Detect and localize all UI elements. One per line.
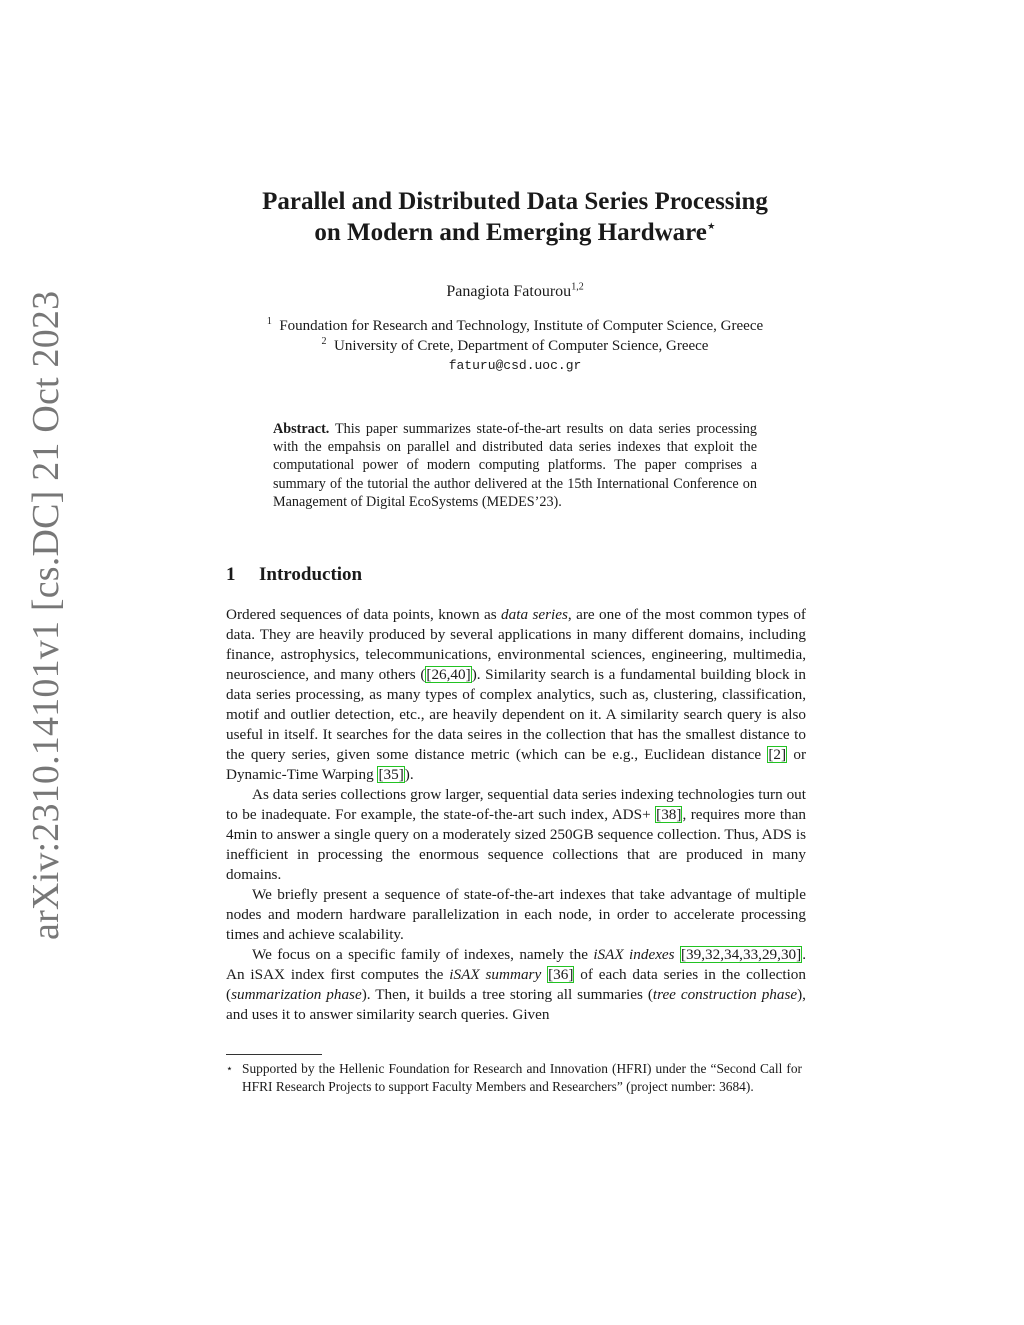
arxiv-identifier: arXiv:2310.14101v1 [cs.DC] 21 Oct 2023 — [25, 290, 67, 940]
section-number: 1 — [226, 564, 236, 585]
paragraph-text: . An iSAX index first computes the — [226, 946, 806, 983]
paragraph-1 — [226, 605, 806, 785]
footnote-mark: ⋆ — [226, 1063, 233, 1075]
paragraph-2 — [226, 785, 806, 885]
abstract-label: Abstract. — [273, 421, 330, 437]
citation-link[interactable]: [2] — [768, 746, 787, 763]
paragraph-4 — [226, 945, 806, 1025]
author-name: Panagiota Fatourou — [446, 283, 572, 300]
paragraph-text: We focus on a specific family of indexes, namely the — [252, 946, 594, 963]
title-line-2 — [180, 217, 850, 248]
affiliation-2-mark: 2 — [321, 336, 327, 347]
paragraph-text: of each data series in the collection ( — [226, 966, 806, 1003]
section-body — [226, 605, 806, 1025]
citation-link[interactable]: [35] — [378, 766, 404, 783]
affiliation-1-mark: 1 — [266, 316, 272, 327]
citation-link[interactable]: [39,32,34,33,29,30] — [680, 946, 802, 963]
paragraph-text: ). Similarity search is a fundamental building block in data series processing, as many types of complex analytics, such as, clustering, classification, motif and outlier detection, etc., are heavily dependent on it. A similarity search query is also useful in itself. It searches for the data seires in the collection that has the smallest distance to the query series, given some distance metric (which can be e.g., Euclidean distance — [226, 666, 806, 763]
title-line-1: Parallel and Distributed Data Series Processing — [262, 188, 768, 215]
abstract — [273, 420, 757, 511]
paragraph-text: , are one of the most common types of data. They are heavily produced by several applications in many different domains, including finance, astrophysics, telecommunications, environmental sciences, engineering, multimedia, neuroscience, and many others ( — [226, 606, 806, 683]
author-affil-marks: 1,2 — [571, 281, 584, 293]
emphasis: summarization phase — [231, 986, 362, 1003]
arxiv-side-stamp — [16, 290, 76, 940]
emphasis: tree construction phase — [652, 986, 798, 1003]
paragraph-text: ). — [404, 766, 414, 783]
author-email[interactable]: faturu@csd.uoc.gr — [448, 358, 582, 373]
section-heading — [226, 564, 362, 586]
footnote — [226, 1060, 806, 1096]
citation-link[interactable]: [36] — [548, 966, 574, 983]
footnote-text: Supported by the Hellenic Foundation for Research and Innovation (HFRI) under the “Second Call for HFRI Research Projects to support Faculty Members and Researchers” (project number: 3684). — [242, 1061, 802, 1094]
citation-link[interactable]: [38] — [656, 806, 682, 823]
emphasis: iSAX summary — [449, 966, 542, 983]
paragraph-text: As data series collections grow larger, sequential data series indexing technologies turn out to be inadequate. For example, the state-of-the-art such index, ADS+ — [226, 786, 806, 823]
paragraph-text: ). Then, it builds a tree storing all summaries ( — [361, 986, 653, 1003]
paper-title — [180, 186, 850, 248]
paragraph-text: , requires more than 4min to answer a single query on a moderately sized 250GB sequence collection. Thus, ADS is inefficient in processing the enormous sequence collections that are produced in many domains. — [226, 806, 806, 883]
affiliation-2-text: University of Crete, Department of Computer Science, Greece — [334, 338, 709, 354]
paragraph-3: We briefly present a sequence of state-of-the-art indexes that take advantage of multiple nodes and modern hardware parallelization in each node, in order to accelerate processing times and achieve scalability. — [226, 886, 806, 943]
affiliation-1-text: Foundation for Research and Technology, Institute of Computer Science, Greece — [279, 318, 764, 334]
footnote-rule — [226, 1054, 322, 1055]
paragraph-text: or Dynamic-Time Warping — [226, 746, 806, 783]
section-title: Introduction — [259, 564, 363, 585]
citation-link[interactable]: [26,40] — [426, 666, 471, 683]
title-footnote-mark: ⋆ — [706, 219, 716, 235]
affiliation-2 — [180, 338, 850, 355]
paragraph-text: Ordered sequences of data points, known as — [226, 606, 502, 623]
emphasis: data series — [501, 606, 568, 623]
author — [180, 283, 850, 301]
affiliation-1 — [180, 318, 850, 335]
paragraph-text: ), and uses it to answer similarity search queries. Given — [226, 986, 806, 1023]
title-line-2-text: on Modern and Emerging Hardware — [314, 219, 707, 246]
abstract-text: This paper summarizes state-of-the-art results on data series processing with the empahsis on parallel and distributed data series indexes that exploit the computational power of modern computing platforms. The paper comprises a summary of the tutorial the author delivered at the 15th International Conference on Management of Digital EcoSystems (MEDES’23). — [273, 421, 757, 510]
emphasis: iSAX indexes — [593, 946, 675, 963]
